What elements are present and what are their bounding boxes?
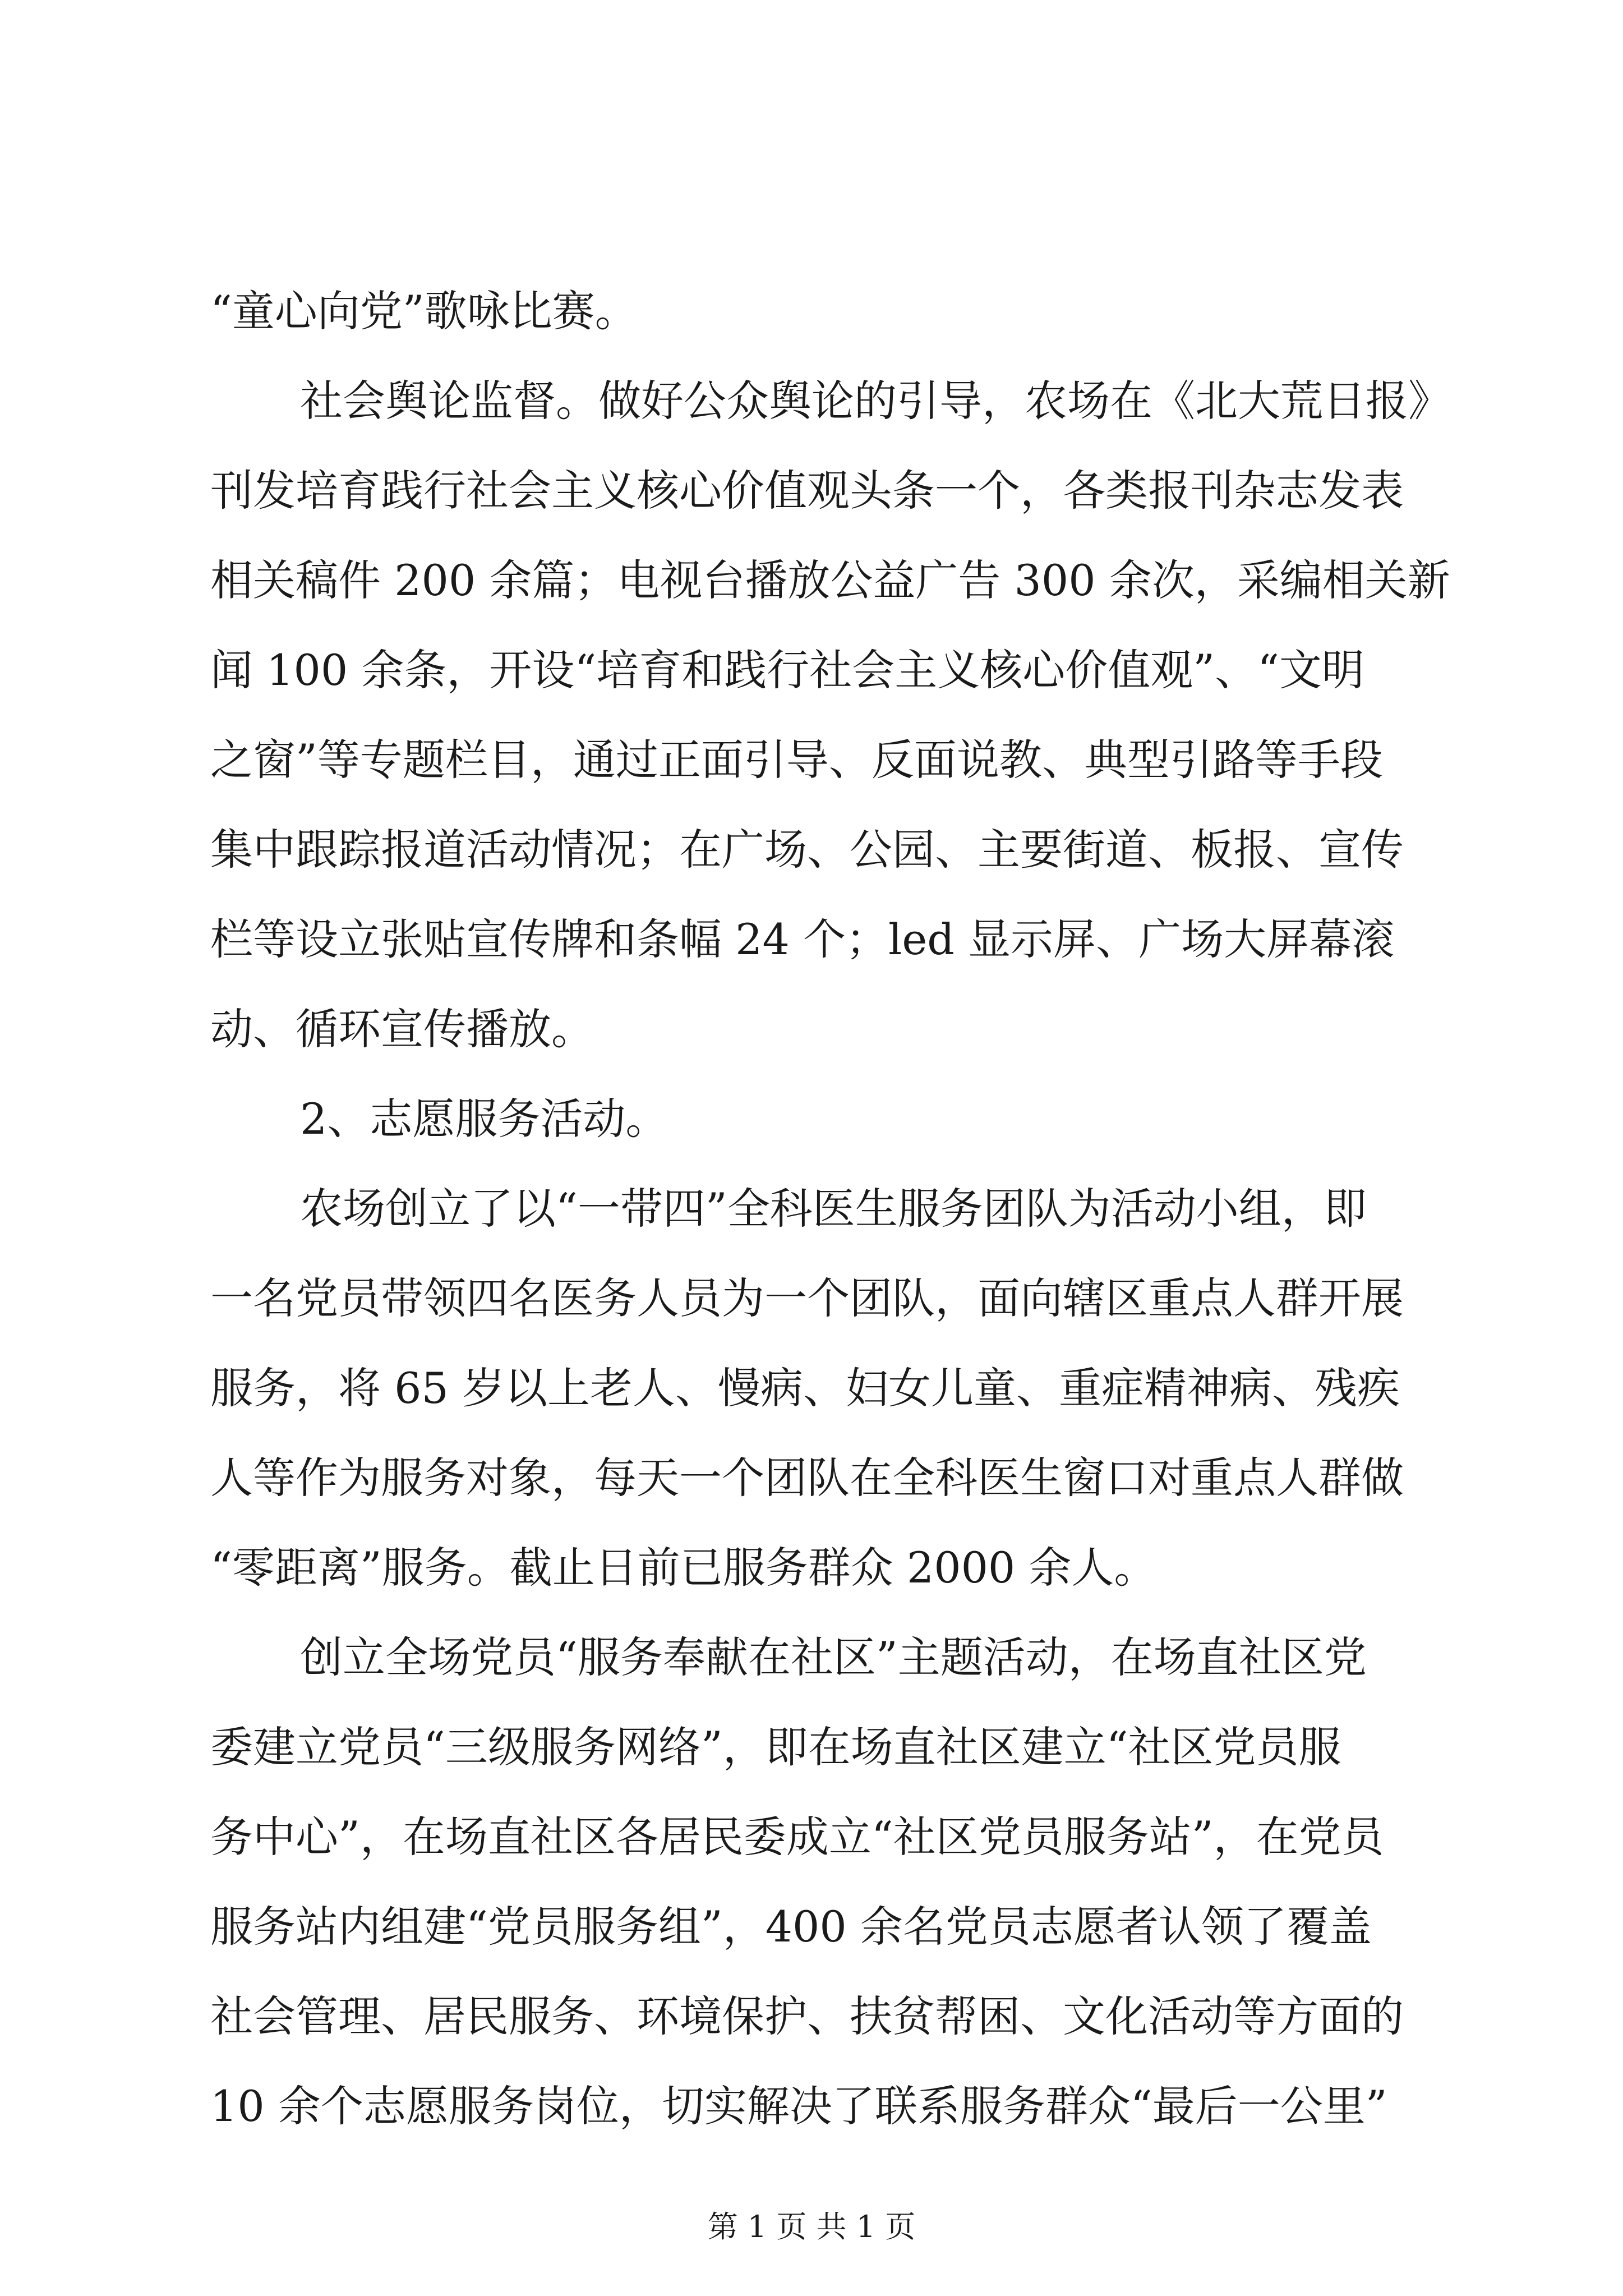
text-line-content: 服务站内组建“党员服务组”，400 余名党员志愿者认领了覆盖 <box>210 1902 1372 1952</box>
text-line <box>0 1986 1623 2047</box>
text-line <box>0 1896 1623 1958</box>
text-line <box>0 909 1623 970</box>
text-line <box>0 1447 1623 1509</box>
text-line-content: 之窗”等专题栏目，通过正面引导、反面说教、典型引路等手段 <box>210 735 1383 785</box>
section-heading <box>0 1088 1623 1150</box>
text-line-content: 集中跟踪报道活动情况；在广场、公园、主要街道、板报、宣传 <box>210 825 1404 875</box>
text-line <box>0 999 1623 1060</box>
text-line <box>0 2076 1623 2137</box>
text-line <box>0 639 1623 701</box>
text-line <box>0 460 1623 522</box>
text-line-content: 委建立党员“三级服务网络”，即在场直社区建立“社区党员服 <box>210 1722 1341 1772</box>
text-line <box>0 1806 1623 1868</box>
text-line-content: 人等作为服务对象，每天一个团队在全科医生窗口对重点人群做 <box>210 1453 1404 1503</box>
text-line-content: “童心向党”歌咏比赛。 <box>210 286 638 336</box>
text-line-content: 社会舆论监督。做好公众舆论的引导，农场在《北大荒日报》 <box>300 376 1451 426</box>
text-line-content: 农场创立了以“一带四”全科医生服务团队为活动小组，即 <box>300 1184 1367 1234</box>
text-line-content: 社会管理、居民服务、环境保护、扶贫帮困、文化活动等方面的 <box>210 1991 1404 2041</box>
text-line-content: 动、循环宣传播放。 <box>210 1004 594 1054</box>
page-number-label: 第 1 页 共 1 页 <box>707 2209 916 2244</box>
text-line <box>0 1627 1623 1688</box>
text-line-content: 一名党员带领四名医务人员为一个团队，面向辖区重点人群开展 <box>210 1273 1404 1323</box>
text-line <box>0 280 1623 342</box>
text-line <box>0 370 1623 432</box>
text-line <box>0 819 1623 881</box>
text-line <box>0 1358 1623 1419</box>
text-line-content: 务中心”，在场直社区各居民委成立“社区党员服务站”，在党员 <box>210 1812 1384 1862</box>
text-line <box>0 550 1623 611</box>
text-line-content: 10 余个志愿服务岗位，切实解决了联系服务群众“最后一公里” <box>210 2081 1387 2131</box>
text-line <box>0 1717 1623 1778</box>
text-line <box>0 1178 1623 1240</box>
page-number-footer <box>0 2205 1623 2249</box>
text-line-content: 服务，将 65 岁以上老人、慢病、妇女儿童、重症精神病、残疾 <box>210 1363 1400 1413</box>
text-line-content: 刊发培育践行社会主义核心价值观头条一个，各类报刊杂志发表 <box>210 466 1404 516</box>
text-line <box>0 1537 1623 1599</box>
text-line-content: 栏等设立张贴宣传牌和条幅 24 个；led 显示屏、广场大屏幕滚 <box>210 914 1395 964</box>
text-line <box>0 1268 1623 1329</box>
text-line-content: 创立全场党员“服务奉献在社区”主题活动，在场直社区党 <box>300 1632 1367 1682</box>
text-line-content: 闻 100 余条，开设“培育和践行社会主义核心价值观”、“文明 <box>210 645 1364 695</box>
text-line-content: 2、志愿服务活动。 <box>300 1094 668 1144</box>
text-line <box>0 729 1623 791</box>
text-line-content: “零距离”服务。截止日前已服务群众 2000 余人。 <box>210 1543 1157 1593</box>
text-line-content: 相关稿件 200 余篇；电视台播放公益广告 300 余次，采编相关新 <box>210 555 1450 605</box>
